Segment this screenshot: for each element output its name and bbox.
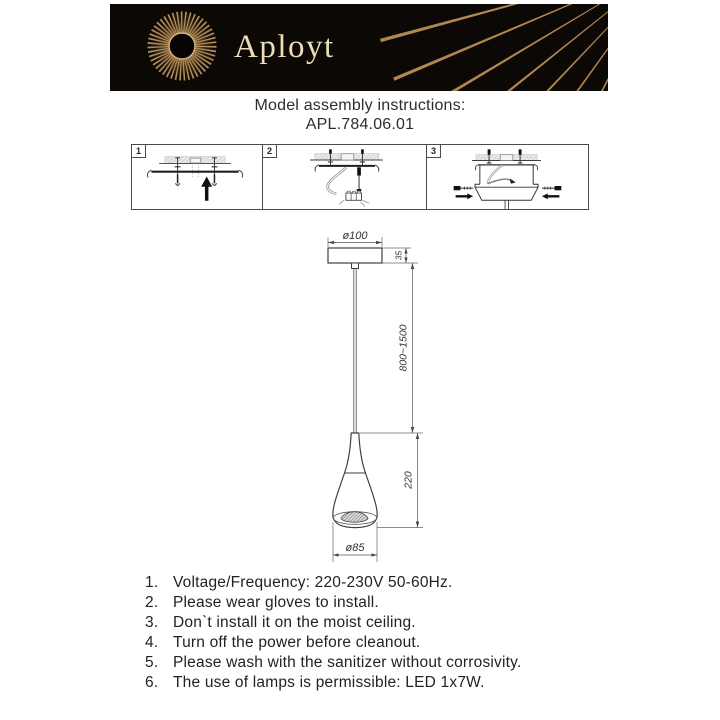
item-number: 2. — [145, 594, 159, 611]
assembly-step-1 — [131, 144, 263, 210]
assembly-step-2 — [262, 144, 427, 210]
list-item — [145, 573, 615, 593]
item-text: Don`t install it on the moist ceiling. — [173, 614, 416, 631]
step-2-drawing-icon — [263, 145, 426, 209]
dim-shade-height: 220 — [402, 471, 415, 489]
dim-shade-diameter: ø85 — [345, 542, 365, 554]
list-item — [145, 593, 615, 613]
item-number: 1. — [145, 574, 159, 591]
step-number: 1 — [132, 145, 146, 158]
page-title: Model assembly instructions: — [254, 97, 466, 114]
safety-instructions-list — [145, 573, 615, 693]
list-item — [145, 633, 615, 653]
assembly-steps — [131, 144, 589, 210]
step-1-drawing-icon — [132, 145, 262, 209]
item-text: Please wear gloves to install. — [173, 594, 379, 611]
dim-suspension-length: 800~1500 — [397, 324, 410, 372]
dim-canopy-diameter: ø100 — [342, 230, 368, 242]
item-text: Voltage/Frequency: 220-230V 50-60Hz. — [173, 574, 453, 591]
item-number: 5. — [145, 654, 159, 671]
brand-wordmark: Aployt — [234, 29, 335, 65]
decorative-rays-icon — [308, 4, 608, 91]
item-text: Turn off the power before cleanout. — [173, 634, 421, 651]
item-number: 3. — [145, 614, 159, 631]
step-number: 3 — [427, 145, 441, 158]
step-3-drawing-icon — [427, 145, 588, 209]
brand-banner — [110, 4, 608, 91]
item-number: 4. — [145, 634, 159, 651]
list-item — [145, 653, 615, 673]
item-text: Please wash with the sanitizer without corrosivity. — [173, 654, 522, 671]
dim-canopy-height: 35 — [393, 250, 404, 261]
list-item — [145, 673, 615, 693]
item-text: The use of lamps is permissible: LED 1x7W. — [173, 674, 485, 691]
step-number: 2 — [263, 145, 277, 158]
list-item — [145, 613, 615, 633]
item-number: 6. — [145, 674, 159, 691]
model-number: APL.784.06.01 — [305, 116, 415, 133]
assembly-step-3 — [426, 144, 589, 210]
pendant-dimension-drawing — [290, 225, 440, 570]
starburst-logo-icon — [124, 4, 242, 91]
